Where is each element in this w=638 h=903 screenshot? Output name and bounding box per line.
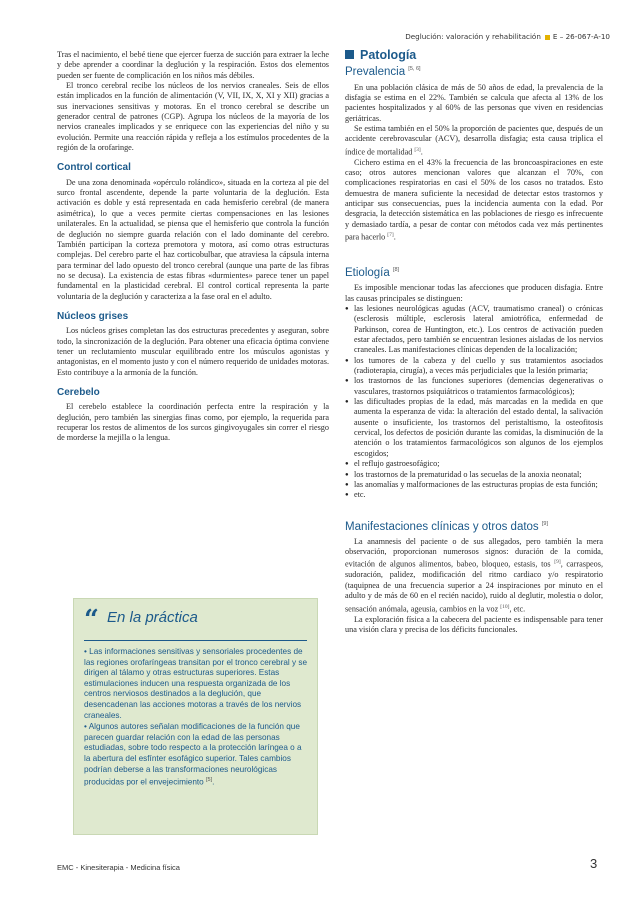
list-item: ● los trastornos de la prematuridad o las secuelas de la anoxia neonatal;	[345, 470, 603, 480]
heading-patologia	[345, 50, 603, 60]
prevalencia-paragraph-2-ref: [3]	[414, 146, 421, 153]
header-title: Deglución: valoración y rehabilitación	[405, 32, 541, 41]
heading-control-cortical: Control cortical	[57, 162, 131, 174]
prevalencia-paragraph-2	[345, 124, 603, 158]
list-item: ● los trastornos de las funciones superiores (demencias degenerativas o vasculares, trastornos psiquiátricos o tratamientos farmacológicos);	[345, 376, 603, 397]
practice-item-2-text: • Algunos autores señalan modificaciones de la función que parecen guardar relación con la edad de las personas estudiadas, sobre todo respecto a la protección laríngea o a la abertura del esfínter esofágico superior. Tales cambios podrían deberse a las transformaciones neurológicas producidas por el envejecimiento	[84, 722, 302, 787]
control-paragraph: De una zona denominada «opérculo rolándico», situada en la corteza al pie del surco frontal ascendente, depende la parte voluntaria de la deglución. Esta activación es doble y está representada en cada hemisferio cerebral (de manera asimétrica), lo que a veces permite ciertas compensaciones en las lesiones unilaterales. En la actualidad, se piensa que el hemisferio que controla la función de deglución no siempre guarda relación con el lado dominante del cerebro. También participan la corteza premotora y motora, así como otras estructuras complejas. Del cerebro parte el haz corticobulbar, que atraviesa la cápsula interna para terminar del lado opuesto del tronco cerebral (aunque una parte de las fibras no se decusa). La existencia de estas fibras «durmientes» parece tener un papel fundamental en la plasticidad cerebral. El control cortical representa la parte voluntaria de la deglución y caracteriza a la fase oral en el adulto.	[57, 177, 329, 301]
header-code: E – 26-067-A-10	[552, 32, 610, 41]
heading-prevalencia	[345, 64, 603, 77]
heading-manifestaciones-text: Manifestaciones clínicas y otros datos	[345, 520, 539, 533]
practice-item-2-end: .	[212, 777, 215, 787]
intro-paragraph-2: El tronco cerebral recibe los núcleos de los nervios craneales. Seis de ellos están implicados en la función de alimentación (V, VII, IX, X, XI y XII) gracias a sus inervaciones sensitivas y motoras. En el tronco cerebral se describe un generador central de patrones (CGP). Agrupa los núcleos de la mayoría de los nervios craneales implicados y se enriquece con las experiencias del niño y su evolución. Permite una reacción rápida y refleja a los estímulos procedentes de la región de la orofaringe.	[57, 81, 329, 153]
prevalencia-paragraph-1: En una población clásica de más de 50 años de edad, la prevalencia de la disfagia se estima en el 22%. También se calcula que afecta al 13% de los pacientes hospitalizados y al 60% de las personas que viven en residencias geriátricas.	[345, 82, 603, 123]
man-p1-a: La anamnesis del paciente o de sus allegados, pero también la mera observación, proporcionan numerosos signos: duración de la comida, evitación de algunos alimentos, babeo, bloqueo, estasis, tos	[345, 536, 603, 570]
heading-prevalencia-text: Prevalencia	[345, 66, 406, 79]
heading-etiologia	[345, 265, 603, 278]
practice-item-1: • Las informaciones sensitivas y sensoriales procedentes de las regiones orofaríngeas transitan por el tronco cerebral y se dirigen al tálamo y otras estructuras superiores. Estas estimulaciones inducen una respuesta organizada de los centros nerviosos destinados a la deglución, que desencadenan las acciones motoras a través de los nervios craneales.	[84, 647, 308, 720]
prevalencia-paragraph-3-ref: [7]	[387, 232, 394, 239]
manifestaciones-ref: [9]	[541, 520, 549, 527]
man-p1-b: , carraspeos, sudoración, palidez, modificación del ritmo cardiaco y/o respiratorio (taquipnea de una frecuencia superior a 24 inspiraciones por minuto en el adulto y de más de 60 en el recién nacido), ruido al deglutir, molestia o dolor, sensación anómala, ageusia, cambios en la voz	[345, 560, 603, 614]
etiologia-ref: [8]	[392, 267, 400, 274]
heading-patologia-text: Patología	[360, 48, 417, 62]
heading-manifestaciones	[345, 519, 603, 532]
manifestaciones-paragraph-2: La exploración física a la cabecera del paciente es indispensable para tener una visión clara y precisa de los déficits funcionales.	[345, 614, 603, 634]
man-p1-ref2: [10]	[500, 603, 510, 610]
etiologia-list	[345, 304, 603, 501]
left-column	[57, 50, 329, 444]
footer-journal: EMC - Kinesiterapia - Medicina física	[57, 863, 180, 872]
list-item: ● las lesiones neurológicas agudas (ACV, traumatismo craneal) o crónicas (esclerosis múltiple, esclerosis lateral amiotrófica, enfermedad de Parkinson, corea de Huntington, etc.). Los centros de activación pueden estar afectados, pero también se encuentran lesiones aisladas de los nervios craneales. Las manifestaciones clínicas dependen de la localización;	[345, 304, 603, 356]
prevalencia-paragraph-2-end: .	[420, 147, 423, 157]
heading-etiologia-text: Etiología	[345, 266, 390, 279]
list-item: ● los tumores de la cabeza y del cuello y sus tratamientos asociados (radioterapia, cirugía), a veces más perjudiciales que la lesión primaria;	[345, 356, 603, 377]
practice-title-text: En la práctica	[106, 609, 198, 626]
prevalencia-paragraph-2-text: Se estima también en el 50% la proporción de pacientes que, después de un accidente cerebrovascular (ACV), desarrolla disfagia; esta causa triplica el índice de mortalidad	[345, 123, 603, 157]
list-item: ● las dificultades propias de la edad, más marcadas en la medida en que aumenta la esperanza de vida: la alteración del estado dental, la salivación ausente o insuficiente, los trastornos del peristaltismo, la osteofitosis cervical, los defectos de posición durante las comidas, la disminución de la atención o los tratamientos farmacológicos son algunos de los ejemplos escogidos;	[345, 397, 603, 459]
man-p1-ref1: [9]	[554, 559, 561, 566]
practice-item-2	[84, 722, 307, 788]
man-p1-c: , etc.	[509, 604, 526, 614]
etiologia-paragraph: Es imposible mencionar todas las afecciones que producen disfagia. Entre las causas principales se distinguen:	[345, 283, 603, 303]
prevalencia-ref: [5, 6]	[408, 66, 421, 73]
practice-divider	[84, 640, 307, 641]
right-column	[345, 50, 603, 635]
intro-paragraph-1: Tras el nacimiento, el bebé tiene que ejercer fuerza de succión para extraer la leche y debe aprender a coordinar la deglución y la respiración. Estos dos elementos pueden ser fuente de complicación en los niños más débiles.	[57, 50, 329, 80]
practice-item-2-ref: [5]	[205, 777, 213, 784]
cerebelo-paragraph: El cerebelo establece la coordinación perfecta entre la respiración y la deglución, pero también las sinergias finas como, por ejemplo, la requerida para recuperar los restos de alimentos de los surcos gingivoyugales sin correr el riesgo de morderse la mejilla o la lengua.	[57, 402, 329, 443]
section-square-icon	[345, 50, 354, 59]
practice-box	[73, 598, 318, 835]
quote-mark-icon: “	[84, 605, 99, 635]
list-item: ● el reflujo gastroesofágico;	[345, 459, 603, 469]
practice-title	[84, 605, 198, 635]
prevalencia-paragraph-3-text: Cichero estima en el 43% la frecuencia de las broncoaspiraciones en este caso; otros autores mencionan valores que alcanzan el 70%, con complicaciones respiratorias en casi el 50% de los casos no tratados. Esto demuestra de manera suficiente la necesidad de detectar estos trastornos y anticipar sus consecuencias, pues la incidencia aumenta con la edad. Por desgracia, la detección sistemática en las poblaciones de riesgo es infrecuente y demasiado tardía, a pesar de contar con métodos cada vez más pertinentes para hacerlo	[345, 157, 603, 242]
heading-cerebelo: Cerebelo	[57, 386, 100, 398]
list-item: ● las anomalías y malformaciones de las estructuras propias de esta función;	[345, 480, 603, 490]
running-header	[0, 32, 638, 41]
heading-nucleos-grises: Núcleos grises	[57, 310, 129, 322]
prevalencia-paragraph-3-end: .	[393, 232, 396, 242]
nucleos-paragraph: Los núcleos grises completan las dos estructuras precedentes y aseguran, sobre todo, la sincronización de la deglución. Para obtener una eficacia óptima conviene tener un reclutamiento muscular equilibrado entre los músculos agonistas y antagonistas, en el momento justo y con el número requerido de unidades motoras. Esto contribuye a la armonía de la función.	[57, 326, 329, 377]
header-square-icon	[545, 35, 550, 40]
page-number: 3	[590, 856, 598, 871]
practice-text	[84, 647, 307, 789]
manifestaciones-paragraph-1	[345, 537, 603, 615]
list-item: ● etc.	[345, 490, 603, 500]
prevalencia-paragraph-3	[345, 158, 603, 243]
